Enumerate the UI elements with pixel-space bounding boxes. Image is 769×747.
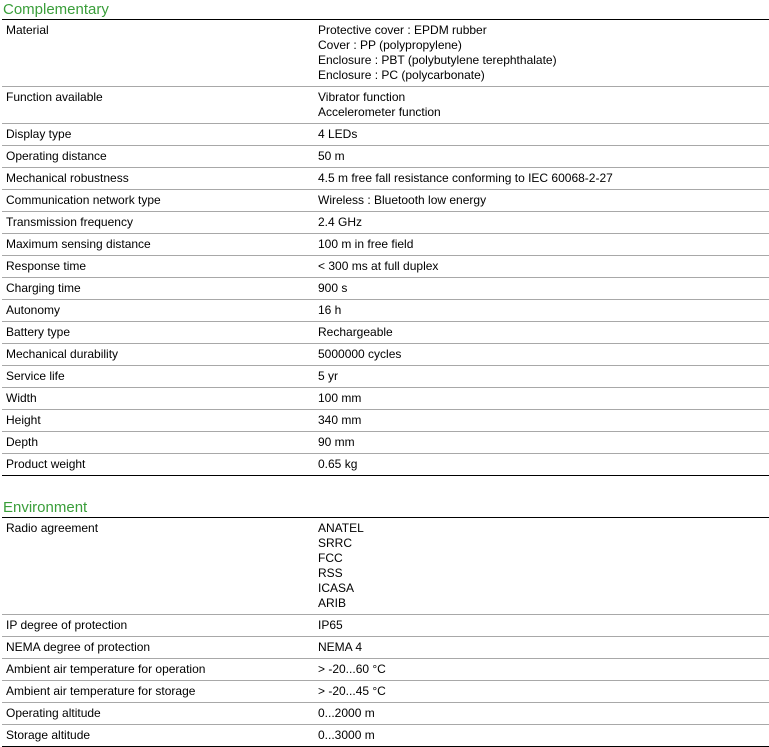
spec-value-cell — [314, 190, 769, 212]
spec-row — [2, 615, 769, 637]
spec-table-body — [2, 20, 769, 476]
spec-value-cell — [314, 256, 769, 278]
spec-value-cell — [314, 454, 769, 476]
spec-row — [2, 518, 769, 615]
spec-row — [2, 190, 769, 212]
spec-label: Charging time — [2, 278, 314, 300]
spec-label: Mechanical robustness — [2, 168, 314, 190]
spec-row — [2, 322, 769, 344]
spec-value: 16 h — [318, 303, 342, 317]
spec-value: Enclosure : PC (polycarbonate) — [318, 68, 485, 82]
spec-label: Service life — [2, 366, 314, 388]
spec-row — [2, 300, 769, 322]
spec-value-cell — [314, 124, 769, 146]
spec-label: Depth — [2, 432, 314, 454]
spec-label: Mechanical durability — [2, 344, 314, 366]
spec-value-cell — [314, 681, 769, 703]
spec-table-body — [2, 518, 769, 747]
spec-value: Vibrator function — [318, 90, 406, 104]
spec-value: 2.4 GHz — [318, 215, 363, 229]
spec-label: Height — [2, 410, 314, 432]
spec-value-cell — [314, 278, 769, 300]
spec-value: > -20...60 °C — [318, 662, 386, 676]
spec-value: 0.65 kg — [318, 457, 358, 471]
spec-value: 340 mm — [318, 413, 362, 427]
spec-value-cell — [314, 703, 769, 725]
spec-value: > -20...45 °C — [318, 684, 386, 698]
spec-value-cell — [314, 87, 769, 124]
spec-label: Operating altitude — [2, 703, 314, 725]
spec-row — [2, 703, 769, 725]
spec-row — [2, 432, 769, 454]
spec-row — [2, 344, 769, 366]
spec-row — [2, 20, 769, 87]
spec-label: Storage altitude — [2, 725, 314, 747]
spec-value: ARIB — [318, 596, 347, 610]
spec-label: Operating distance — [2, 146, 314, 168]
spec-value-cell — [314, 212, 769, 234]
section-title-complementary: Complementary — [3, 1, 109, 18]
spec-value: 5000000 cycles — [318, 347, 402, 361]
spec-label: IP degree of protection — [2, 615, 314, 637]
spec-label: Product weight — [2, 454, 314, 476]
spec-label: Battery type — [2, 322, 314, 344]
spec-row — [2, 637, 769, 659]
spec-row — [2, 146, 769, 168]
spec-label: Transmission frequency — [2, 212, 314, 234]
spec-value-cell — [314, 146, 769, 168]
spec-label: Autonomy — [2, 300, 314, 322]
spec-label: Function available — [2, 87, 314, 124]
spec-row — [2, 659, 769, 681]
spec-table-complementary — [2, 19, 769, 476]
spec-row — [2, 168, 769, 190]
spec-value: < 300 ms at full duplex — [318, 259, 439, 273]
spec-value: SRRC — [318, 536, 353, 550]
spec-label: Material — [2, 20, 314, 87]
spec-value: NEMA 4 — [318, 640, 363, 654]
spec-value-cell — [314, 234, 769, 256]
spec-value: FCC — [318, 551, 343, 565]
spec-value: Protective cover : EPDM rubber — [318, 23, 487, 37]
spec-label: Ambient air temperature for operation — [2, 659, 314, 681]
spec-value: 900 s — [318, 281, 348, 295]
spec-value: 4 LEDs — [318, 127, 358, 141]
spec-label: Ambient air temperature for storage — [2, 681, 314, 703]
spec-value: 100 mm — [318, 391, 362, 405]
spec-label: Radio agreement — [2, 518, 314, 615]
spec-row — [2, 87, 769, 124]
spec-value-cell — [314, 518, 769, 615]
spec-value-cell — [314, 300, 769, 322]
spec-value: Wireless : Bluetooth low energy — [318, 193, 487, 207]
section-title-environment: Environment — [3, 499, 88, 516]
spec-value: 50 m — [318, 149, 345, 163]
spec-row — [2, 388, 769, 410]
spec-value: Accelerometer function — [318, 105, 441, 119]
spec-row — [2, 681, 769, 703]
spec-value-cell — [314, 168, 769, 190]
spec-value: 4.5 m free fall resistance conforming to IEC 60068-2-27 — [318, 171, 613, 185]
spec-value-cell — [314, 366, 769, 388]
spec-value: IP65 — [318, 618, 343, 632]
spec-label: Maximum sensing distance — [2, 234, 314, 256]
spec-row — [2, 234, 769, 256]
spec-label: Response time — [2, 256, 314, 278]
spec-value-cell — [314, 432, 769, 454]
spec-label: NEMA degree of protection — [2, 637, 314, 659]
spec-value-cell — [314, 659, 769, 681]
spec-value: RSS — [318, 566, 343, 580]
spec-row — [2, 278, 769, 300]
spec-value: 5 yr — [318, 369, 339, 383]
section-environment — [2, 498, 767, 747]
spec-row — [2, 366, 769, 388]
spec-value: 0...3000 m — [318, 728, 375, 742]
spec-row — [2, 454, 769, 476]
spec-value: Enclosure : PBT (polybutylene terephthalate) — [318, 53, 557, 67]
spec-value: 90 mm — [318, 435, 355, 449]
spec-value-cell — [314, 322, 769, 344]
section-complementary — [2, 0, 767, 476]
spec-row — [2, 256, 769, 278]
spec-value-cell — [314, 637, 769, 659]
spec-value: Cover : PP (polypropylene) — [318, 38, 462, 52]
spec-value: 100 m in free field — [318, 237, 414, 251]
spec-value-cell — [314, 410, 769, 432]
spec-value-cell — [314, 20, 769, 87]
spec-label: Communication network type — [2, 190, 314, 212]
spec-value: ANATEL — [318, 521, 364, 535]
spec-value: ICASA — [318, 581, 355, 595]
spec-value: Rechargeable — [318, 325, 393, 339]
spec-value-cell — [314, 615, 769, 637]
spec-row — [2, 410, 769, 432]
spec-table-environment — [2, 517, 769, 747]
spec-row — [2, 212, 769, 234]
spec-row — [2, 124, 769, 146]
spec-label: Display type — [2, 124, 314, 146]
spec-label: Width — [2, 388, 314, 410]
spec-value-cell — [314, 344, 769, 366]
spec-value-cell — [314, 388, 769, 410]
spec-value: 0...2000 m — [318, 706, 375, 720]
